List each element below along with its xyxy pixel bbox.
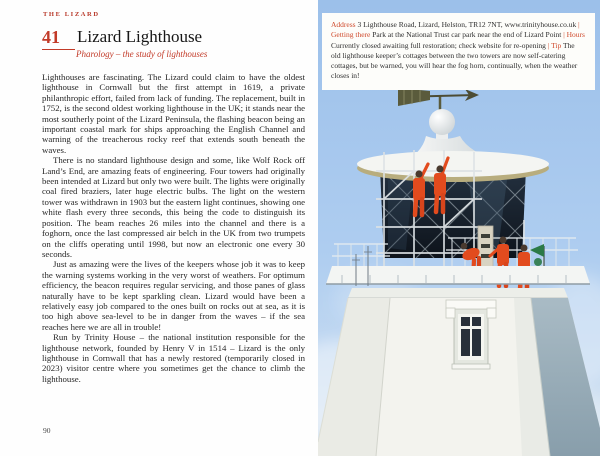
- chapter-number: 41: [42, 28, 75, 50]
- gallery-platform: [326, 266, 590, 298]
- page-number: 90: [43, 426, 51, 435]
- info-text: The old lighthouse keeper’s cottages between the two towers are now self-catering cottages, but be warned, you will hear the fog horn, continually, when the weather closes in!: [331, 40, 578, 81]
- chapter-subtitle: Pharology – the study of lighthouses: [76, 49, 208, 59]
- info-separator: |: [545, 40, 552, 50]
- article-paragraph: Run by Trinity House – the national institution responsible for the lighthouse network, founded by Henry V in 1514 – Lizard is the only lighthouse in Cornwall that has a newly restored (temporarily closed in 2023) visitor centre where you sometimes get the chance to climb the lighthouse.: [42, 332, 305, 384]
- info-label: Tip: [551, 40, 563, 50]
- info-separator: |: [576, 20, 580, 29]
- info-separator: |: [561, 30, 567, 40]
- article-paragraph: Lighthouses are fascinating. The Lizard could claim to have the oldest lighthouse in Cornwall but the first attempt in 1619, a private philanthropic effort, failed from lack of funding. The replacement, built in 1752, is the second oldest working lighthouse in the UK; it stands near the most southerly point of the Lizard Peninsula, the flashing beacon being an important coastal mark for ships approaching the English Channel and warning of the treacherous rocky reef that extends south beneath the waves.: [42, 72, 305, 155]
- info-label: Getting there: [331, 30, 373, 40]
- info-text: Currently closed awaiting full restoration; check website for re-opening: [331, 40, 546, 50]
- article-body: [42, 72, 305, 384]
- info-label: Hours: [566, 30, 585, 40]
- article-paragraph: Just as amazing were the lives of the keepers whose job it was to keep the warning systems working in the very worst of weathers. For optimum efficiency, the beacon requires regular servicing, and those panes of glass naturally have to be kept sparkling clean. Lizard would have been a relatively easy job compared to the ones built on rocks out at sea, as it is too high above sea-level to be in danger from the waves – if the sea reaches here we are all in trouble!: [42, 259, 305, 332]
- chapter-heading: [42, 28, 202, 50]
- page-title: Lizard Lighthouse: [77, 27, 203, 46]
- section-label: THE LIZARD: [43, 11, 100, 18]
- finial-ball: [429, 109, 455, 135]
- info-text: 3 Lighthouse Road, Lizard, Helston, TR12 7NT, www.trinityhouse.co.uk: [357, 20, 577, 29]
- info-box: [322, 13, 595, 90]
- article-paragraph: There is no standard lighthouse design and some, like Wolf Rock off Land’s End, are amazing feats of engineering. Four towers had originally been intended at Lizard but only two were built. The lights were originally coal fired braziers, later huge electric bulbs. The light on the western tower was withdrawn in 1903 but the eastern light continues, showing one white flash every three seconds, this being the code to distinguish its position. The beam reaches 26 miles into the channel and there is a foghorn, once the last compressed air belch in the UK from two trumpets on the cliffs operating until 1998, but now an electronic one every 30 seconds.: [42, 155, 305, 259]
- info-label: Address: [331, 20, 358, 29]
- info-text: Park at the National Trust car park near the end of Lizard Point: [372, 30, 562, 40]
- text-column: [42, 0, 305, 456]
- lantern-cornice: [357, 151, 549, 182]
